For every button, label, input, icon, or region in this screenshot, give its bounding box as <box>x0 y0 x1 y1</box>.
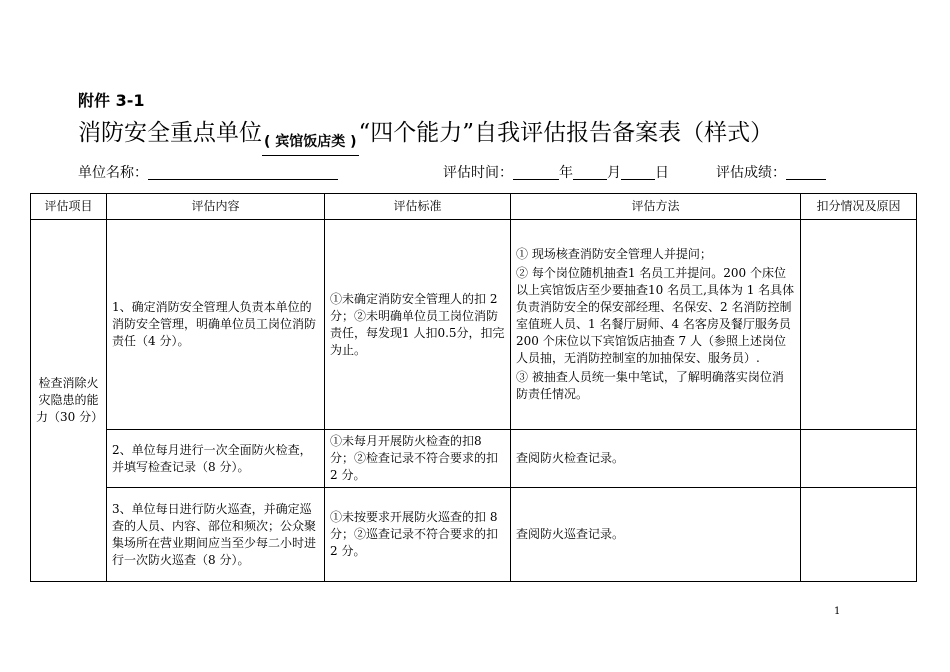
page-title <box>78 114 773 156</box>
month-field[interactable] <box>573 165 607 180</box>
table-row <box>31 430 917 488</box>
content-cell: 2、单位每月进行一次全面防火检查，并填写检查记录（8 分）。 <box>107 430 325 488</box>
method-item: 查阅防火巡查记录。 <box>516 527 625 541</box>
content-cell: 1、确定消防安全管理人负责本单位的消防安全管理，明确单位员工岗位消防责任（4 分）。 <box>107 220 325 430</box>
header-method: 评估方法 <box>511 194 801 220</box>
header-deduction: 扣分情况及原因 <box>801 194 917 220</box>
title-suffix: “四个能力”自我评估报告备案表（样式） <box>358 120 774 146</box>
method-item: ① 现场核查消防安全管理人并提问； <box>516 247 712 261</box>
title-prefix: 消防安全重点单位 <box>78 120 262 146</box>
unit-name-field[interactable] <box>148 165 338 180</box>
deduction-cell[interactable] <box>801 488 917 582</box>
score-row <box>716 162 826 182</box>
method-cell <box>511 430 801 488</box>
method-item: ② 每个岗位随机抽查1 名员工并提问。200 个床位以上宾馆饭店至少要抽查10 名员工,具体为 1 名具体负责消防安全的保安部经理、名保安、2 名消防控制室值班人员、1 名餐厅厨师、4 名客房及餐厅服务员 200 个床位以下宾馆饭店抽查 7 人（参照上述岗位人员抽，无消防控制室的加抽保安、服务员）. <box>516 266 795 365</box>
method-cell <box>511 488 801 582</box>
page-number: 1 <box>834 606 841 617</box>
standard-cell: ①未每月开展防火检查的扣8 分；②检查记录不符合要求的扣 2 分。 <box>325 430 511 488</box>
standard-cell: ①未按要求开展防火巡查的扣 8 分；②巡查记录不符合要求的扣2 分。 <box>325 488 511 582</box>
deduction-cell[interactable] <box>801 220 917 430</box>
attachment-label: 附件 3-1 <box>78 91 145 110</box>
assessment-table <box>30 193 917 582</box>
method-item: 查阅防火检查记录。 <box>516 451 625 465</box>
unit-name-label: 单位名称： <box>78 165 148 181</box>
year-label: 年 <box>559 165 573 181</box>
header-category: 评估项目 <box>31 194 107 220</box>
table-header-row <box>31 194 917 220</box>
eval-time-row <box>443 162 669 182</box>
eval-time-label: 评估时间： <box>443 165 513 181</box>
method-cell <box>511 220 801 430</box>
table-row <box>31 220 917 430</box>
content-cell: 3、单位每日进行防火巡查，并确定巡查的人员、内容、部位和频次；公众聚集场所在营业期间应当至少每二小时进行一次防火巡查（8 分）。 <box>107 488 325 582</box>
score-label: 评估成绩： <box>716 165 786 181</box>
method-item: ③ 被抽查人员统一集中笔试，了解明确落实岗位消防责任情况。 <box>516 370 784 401</box>
header-standard: 评估标准 <box>325 194 511 220</box>
year-field[interactable] <box>513 165 559 180</box>
header-content: 评估内容 <box>107 194 325 220</box>
standard-cell: ①未确定消防安全管理人的扣 2 分；②未明确单位员工岗位消防责任，每发现1 人扣0.5分，扣完为止。 <box>325 220 511 430</box>
title-subtitle: ( 宾馆饭店类 ) <box>262 131 359 156</box>
category-cell: 检查消除火灾隐患的能力（30 分） <box>31 220 107 582</box>
unit-name-row <box>78 162 338 182</box>
day-label: 日 <box>655 165 669 181</box>
score-field[interactable] <box>786 165 826 180</box>
deduction-cell[interactable] <box>801 430 917 488</box>
month-label: 月 <box>607 165 621 181</box>
table-row <box>31 488 917 582</box>
day-field[interactable] <box>621 165 655 180</box>
